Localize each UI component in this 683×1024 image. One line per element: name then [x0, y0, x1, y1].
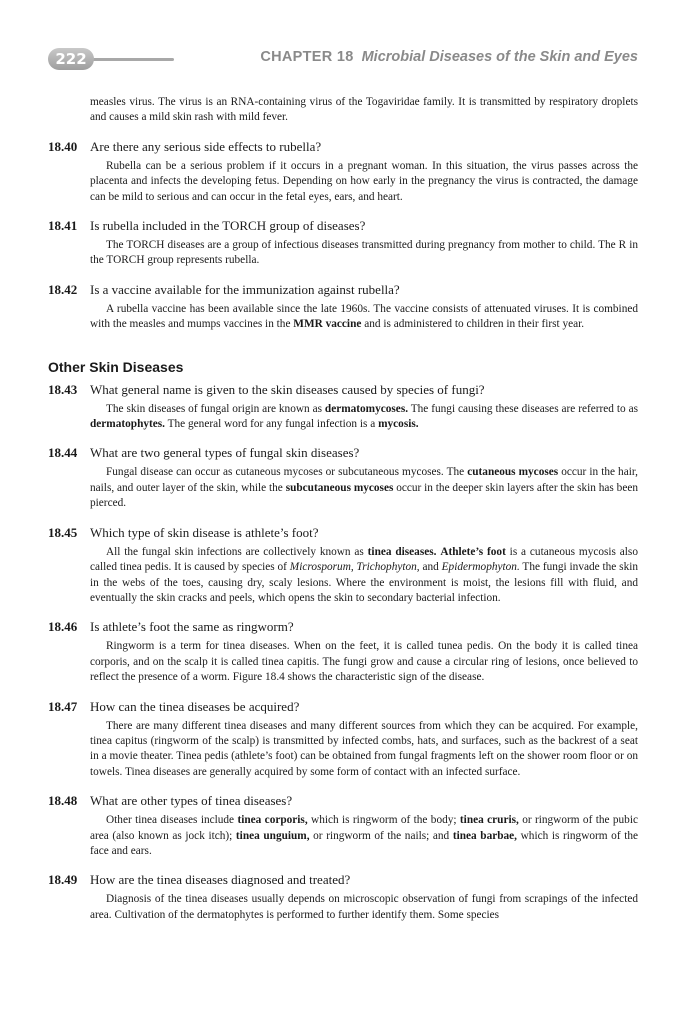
- intro-paragraph: measles virus. The virus is an RNA-containing virus of the Togaviridae family. It is transmitted by respiratory droplets and causes a mild skin rash with mild fever.: [90, 96, 638, 124]
- question-text: How are the tinea diseases diagnosed and treated?: [90, 872, 351, 888]
- qa-block: [48, 792, 638, 859]
- question: [48, 524, 638, 541]
- question-number: 18.48: [48, 793, 78, 809]
- page-header: [48, 46, 638, 72]
- question: [48, 871, 638, 888]
- question-number: 18.44: [48, 445, 78, 461]
- question: [48, 792, 638, 809]
- answer-paragraph: [90, 159, 638, 205]
- qa-block: [48, 381, 638, 433]
- answer-text: The skin diseases of fungal origin are known as: [106, 402, 325, 415]
- question-text: What general name is given to the skin diseases caused by species of fungi?: [90, 381, 485, 397]
- italic-term: Microsporum, Trichophyton,: [289, 561, 420, 574]
- answer-paragraph: [90, 302, 638, 333]
- question-text: What are other types of tinea diseases?: [90, 793, 293, 809]
- answer-text: and: [419, 561, 442, 574]
- page-number-badge: [48, 48, 178, 70]
- answer-paragraph: [90, 639, 638, 685]
- question-text: Is a vaccine available for the immunization against rubella?: [90, 281, 400, 297]
- qa-block: [48, 698, 638, 781]
- section-heading: Other Skin Diseases: [48, 358, 184, 375]
- answer-text: Fungal disease can occur as cutaneous mycoses or subcutaneous mycoses. The: [106, 466, 468, 479]
- qa-block: [48, 524, 638, 607]
- bold-term: tinea unguium,: [235, 829, 310, 842]
- answer-text: occur in the deeper skin layers after the skin has been pierced.: [90, 481, 638, 510]
- question-text: Is rubella included in the TORCH group of diseases?: [90, 218, 366, 234]
- page-number: 222: [55, 50, 87, 68]
- answer-text: There are many different tinea diseases and many different sources from which they can be acquired. For example, tinea capitus (ringworm of the scalp) is transmitted by infected combs, hats, and surfaces, such as the backrest of a seat in a movie theater. Tinea pedis (athlete’s foot) can be obtained from fungal fragments left on the shower room floor or on towels. Tinea diseases are generally acquired by some form of contact with an infected surface.: [90, 719, 638, 778]
- answer-text: All the fungal skin infections are collectively known as: [106, 545, 368, 558]
- question-text: Is athlete’s foot the same as ringworm?: [90, 619, 294, 635]
- question-text: How can the tinea diseases be acquired?: [90, 698, 300, 714]
- question-number: 18.42: [48, 281, 78, 297]
- answer-text: which is ringworm of the face and ears.: [90, 829, 639, 857]
- question: [48, 381, 638, 398]
- question: [48, 618, 638, 635]
- answer-text: or ringworm of the pubic area (also known as jock itch);: [90, 814, 638, 842]
- question-number: 18.43: [48, 381, 78, 397]
- answer-text: which is ringworm of the body;: [307, 814, 460, 827]
- answer-paragraph: [90, 719, 638, 781]
- answer-text: Ringworm is a term for tinea diseases. When on the feet, it is called tunea pedis. On the body it is called tinea corporis, and on the scalp it is called tinea capitis. The fungi grow and cause a circular ring of lesions, once believed to reflect the presence of a worm. Figure 18.4 shows the characteristic sign of the disease.: [90, 640, 638, 684]
- answer-text: A rubella vaccine has been available since the late 1960s. The vaccine consists of attenuated viruses. It is combined with the measles and mumps vaccines in the: [90, 302, 638, 331]
- chapter-label: CHAPTER 18: [260, 49, 354, 65]
- qa-block: [48, 444, 638, 511]
- question-text: Which type of skin disease is athlete’s foot?: [90, 524, 319, 540]
- bold-term: dermatomycoses.: [324, 402, 409, 415]
- qa-block: [48, 871, 638, 923]
- answer-text: The fungi causing these diseases are referred to as: [408, 402, 638, 415]
- question-number: 18.49: [48, 872, 78, 888]
- answer-paragraph: [90, 813, 638, 859]
- answer-text: The general word for any fungal infection is a: [165, 418, 379, 431]
- qa-block: [48, 138, 638, 205]
- header-rule: [88, 58, 174, 61]
- question-text: Are there any serious side effects to rubella?: [90, 138, 322, 154]
- question-text: What are two general types of fungal skin diseases?: [90, 445, 360, 461]
- italic-term: Epidermophyton.: [441, 561, 520, 574]
- question-number: 18.40: [48, 138, 78, 154]
- answer-paragraph: [90, 545, 638, 607]
- answer-paragraph: [90, 402, 638, 433]
- question-number: 18.47: [48, 698, 78, 714]
- answer-text: and is administered to children in their first year.: [361, 318, 585, 331]
- answer-text: The TORCH diseases are a group of infectious diseases transmitted during pregnancy from mother to child. The R in the TORCH group represents rubella.: [90, 239, 638, 267]
- answer-text: is a cutaneous mycosis also called tinea pedis. It is caused by species of: [90, 545, 638, 574]
- bold-term: tinea corporis,: [237, 814, 308, 827]
- running-head: [260, 49, 638, 65]
- question-number: 18.46: [48, 619, 78, 635]
- answer-text: occur in the hair, nails, and outer layer of the skin, while the: [90, 466, 638, 494]
- qa-block: [48, 281, 638, 333]
- question: [48, 698, 638, 715]
- bold-term: tinea cruris,: [459, 814, 519, 827]
- question-number: 18.45: [48, 524, 78, 540]
- bold-term: tinea diseases.: [367, 545, 437, 558]
- answer-text: Diagnosis of the tinea diseases usually depends on microscopic observation of fungi from scrapings of the infected area. Cultivation of the dermatophytes is performed to further identify them. Some species: [90, 893, 638, 921]
- bold-term: cutaneous mycoses: [467, 466, 559, 479]
- answer-paragraph: [90, 238, 638, 269]
- answer-text: or ringworm of the nails; and: [309, 829, 453, 842]
- qa-block: [48, 217, 638, 269]
- chapter-title: Microbial Diseases of the Skin and Eyes: [361, 49, 638, 65]
- question: [48, 217, 638, 234]
- answer-text: Rubella can be a serious problem if it occurs in a pregnant woman. In this situation, the virus passes across the placenta and infects the developing fetus. Depending on how early in the pregnancy the virus is contracted, the damage can be mild to serious and can occur in the fetal eyes, ears, and heart.: [90, 159, 638, 203]
- bold-term: dermatophytes.: [90, 418, 165, 431]
- bold-term: mycosis.: [378, 418, 419, 431]
- qa-block: [48, 618, 638, 685]
- bold-term: subcutaneous mycoses: [285, 481, 394, 494]
- question: [48, 138, 638, 155]
- bold-term: MMR vaccine: [293, 318, 362, 331]
- answer-paragraph: [90, 892, 638, 923]
- page-body: [48, 95, 638, 923]
- bold-term: Athlete’s foot: [440, 545, 506, 558]
- answer-text: Other tinea diseases include: [106, 814, 238, 827]
- bold-term: tinea barbae,: [452, 829, 518, 842]
- question: [48, 444, 638, 461]
- question: [48, 281, 638, 298]
- answer-text: The fungi invade the skin in the webs of the toes, causing dry, scaly lesions. Where the environment is moist, the lesions fill with fluid, and eventually the skin cracks and peels, which opens the skin to secondary bacterial infection.: [90, 561, 638, 604]
- question-number: 18.41: [48, 218, 78, 234]
- answer-paragraph: [90, 465, 638, 511]
